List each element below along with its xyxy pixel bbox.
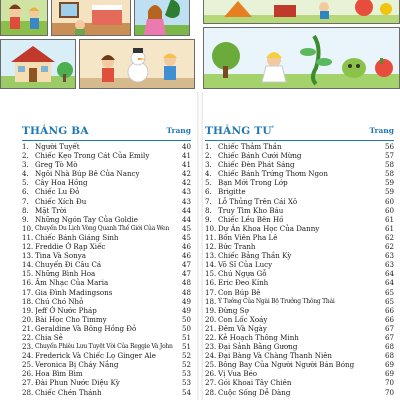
entry-number: 3. (205, 160, 212, 170)
entry-number: 23. (205, 342, 217, 352)
page-number: 67 (384, 332, 394, 342)
toc-entry[interactable] (22, 187, 191, 196)
story-title: Bài Học Cho Timmy (35, 314, 107, 324)
story-title: Chiếc Bảng Thần Kỳ (218, 251, 292, 261)
story-title: Gia Đình Madingsons (35, 287, 113, 297)
entry-number: 20. (205, 314, 217, 324)
page-number: 62 (384, 232, 394, 242)
toc-entry[interactable] (205, 242, 394, 251)
toc-entry[interactable] (22, 178, 191, 187)
toc-entry[interactable] (205, 378, 394, 387)
page-number: 50 (181, 323, 191, 333)
story-title: Người Tuyết (35, 142, 80, 151)
entry-number: 19. (205, 305, 217, 315)
story-title: Chuyến Du Lịch Vòng Quanh Thế Giới Của Wen (35, 224, 169, 232)
page-number: 53 (181, 378, 191, 388)
story-title: Jeff Ở Nước Pháp (35, 305, 97, 315)
entry-number: 15. (205, 269, 217, 279)
entry-number: 26. (205, 369, 217, 379)
entry-number: 16. (22, 278, 34, 288)
entry-number: 9. (205, 214, 212, 224)
story-title: Freddie Ở Rạp Xiếc (35, 242, 106, 252)
toc-entry[interactable] (22, 260, 191, 269)
storybook-scene-cottage-icon (0, 39, 76, 89)
toc-entry[interactable] (22, 288, 191, 297)
toc-entry[interactable] (205, 333, 394, 342)
story-title: Gói Khoai Tây Chiên (218, 378, 292, 388)
toc-list (22, 142, 191, 397)
page-number: 68 (384, 351, 394, 361)
toc-entry[interactable] (205, 224, 394, 233)
entry-number: 25. (205, 360, 217, 370)
story-title: Truy Tìm Kho Báu (218, 205, 284, 215)
story-title: Đêm Và Ngày (218, 323, 267, 333)
toc-entry[interactable] (22, 333, 191, 342)
story-title: Bốn Viên Pha Lê (218, 232, 278, 242)
page-number: 69 (384, 369, 394, 379)
page-number: 66 (384, 314, 394, 324)
entry-number: 12. (205, 242, 217, 252)
page-number: 64 (384, 278, 394, 288)
entry-number: 23. (22, 342, 34, 352)
toc-entry[interactable] (22, 324, 191, 333)
header-divider (22, 140, 191, 141)
toc-entry[interactable] (22, 306, 191, 315)
page-number: 59 (384, 178, 394, 188)
entry-number: 24. (22, 351, 34, 361)
toc-entry[interactable] (205, 251, 394, 260)
storybook-scene-camping-icon (203, 0, 400, 24)
entry-number: 27. (22, 378, 34, 388)
story-title: Bức Tranh (218, 242, 256, 252)
section-header (0, 125, 197, 139)
page-number: 45 (181, 232, 191, 242)
toc-entry[interactable] (22, 369, 191, 378)
entry-number: 10. (22, 223, 34, 233)
toc-column-march (0, 92, 197, 400)
page-number: 58 (384, 169, 394, 179)
page-number: 59 (384, 187, 394, 197)
toc-entry[interactable] (22, 215, 191, 224)
story-title: Con Lốc Xoáy (218, 314, 268, 324)
page-number: 61 (384, 223, 394, 233)
page-number: 48 (181, 287, 191, 297)
toc-entry[interactable] (205, 187, 394, 196)
page-number: 42 (181, 169, 191, 179)
section-header (203, 125, 400, 139)
toc-entry[interactable] (22, 169, 191, 178)
toc-entry[interactable] (22, 342, 191, 351)
page-number: 41 (181, 151, 191, 161)
toc-entry[interactable] (22, 242, 191, 251)
toc-entry[interactable] (205, 360, 394, 369)
entry-number: 14. (22, 260, 34, 270)
story-title: Đài Phun Nước Diệu Kỳ (35, 378, 120, 388)
toc-entry[interactable] (205, 369, 394, 378)
page-number: 70 (384, 378, 394, 388)
page-number: 65 (384, 296, 394, 306)
page-number: 47 (181, 269, 191, 279)
toc-entry[interactable] (205, 206, 394, 215)
toc-entry[interactable] (22, 388, 191, 397)
entry-number: 1. (22, 142, 29, 151)
entry-number: 8. (22, 205, 29, 215)
page-column-header: Trang (166, 126, 191, 135)
entry-number: 25. (22, 360, 34, 370)
entry-number: 11. (205, 232, 217, 242)
page-number: 47 (181, 260, 191, 270)
entry-number: 4. (22, 169, 29, 179)
entry-number: 1. (205, 142, 212, 151)
toc-entry[interactable] (22, 378, 191, 387)
entry-number: 12. (22, 242, 34, 252)
entry-number: 3. (22, 160, 29, 170)
entry-number: 4. (205, 169, 212, 179)
page-number: 40 (181, 142, 191, 151)
page-number: 44 (181, 205, 191, 215)
entry-number: 17. (205, 287, 217, 297)
toc-entry[interactable] (205, 269, 394, 278)
page-number: 66 (384, 305, 394, 315)
story-title: Bạn Mới Trong Lớp (218, 178, 288, 188)
story-title: Chia Sẻ (35, 332, 63, 342)
toc-entry[interactable] (205, 324, 394, 333)
story-title: Geraldine Và Bông Hồng Đỏ (35, 323, 137, 333)
story-title: Hoa Bìm Bìm (35, 369, 83, 379)
toc-entry[interactable] (205, 233, 394, 242)
story-title: Chiếc Kẹo Trong Cát Của Emily (35, 151, 150, 161)
page-number: 41 (181, 160, 191, 170)
entry-number: 22. (205, 332, 217, 342)
entry-number: 21. (205, 323, 217, 333)
page-number: 68 (384, 342, 394, 352)
page-number: 43 (181, 196, 191, 206)
entry-number: 13. (22, 251, 34, 261)
page-column-header: Trang (369, 126, 394, 135)
story-title: Cuộc Sống Dễ Dàng (218, 387, 291, 397)
storybook-scene-house-icon (51, 0, 131, 36)
story-title: Đại Sảnh Bằng Gương (218, 342, 298, 352)
story-title: Ý Tưởng Của Ngài Bộ Trưởng Thông Thái (218, 297, 335, 305)
toc-list (205, 142, 394, 397)
story-title: Veronica Bị Cháy Nắng (35, 360, 119, 370)
story-title: Cây Hoa Hồng (35, 178, 88, 188)
page-number: 49 (181, 296, 191, 306)
story-title: Đừng Sợ (218, 305, 249, 315)
story-title: Chuyến Phiêu Lưu Tuyệt Vời Của Reggie Và John (35, 343, 173, 351)
toc-entry[interactable] (205, 288, 394, 297)
entry-number: 27. (205, 378, 217, 388)
story-title: Chiếc Bánh Giáng Sinh (35, 232, 119, 242)
entry-number: 2. (205, 151, 212, 161)
toc-entry[interactable] (205, 215, 394, 224)
page-number: 48 (181, 278, 191, 288)
toc-entry[interactable] (205, 278, 394, 287)
entry-number: 6. (22, 187, 29, 197)
entry-number: 16. (205, 278, 217, 288)
story-title: Chiếc Lu Đỏ (35, 187, 80, 197)
toc-entry[interactable] (205, 297, 394, 306)
entry-number: 10. (205, 223, 217, 233)
story-title: Ngôi Nhà Búp Bê Của Nancy (35, 169, 140, 179)
entry-number: 22. (22, 332, 34, 342)
entry-number: 28. (22, 387, 34, 397)
story-title: Lỗ Thủng Trên Cái Xô (218, 196, 298, 206)
page-number: 65 (384, 287, 394, 297)
story-title: Mặt Trời (35, 205, 67, 215)
toc-entry[interactable] (22, 351, 191, 360)
page-number: 57 (384, 151, 394, 161)
toc-entry[interactable] (205, 306, 394, 315)
entry-number: 6. (205, 187, 212, 197)
page-number: 50 (181, 314, 191, 324)
story-title: Brigitte (218, 187, 246, 197)
story-title: Bông Bay Của Người Người Bán Bóng (218, 360, 355, 370)
page-number: 43 (181, 187, 191, 197)
entry-number: 28. (205, 387, 217, 397)
toc-entry[interactable] (22, 360, 191, 369)
story-title: Kẻ Hoạch Thông Minh (218, 332, 299, 342)
toc-entry[interactable] (205, 178, 394, 187)
page-number: 42 (181, 178, 191, 188)
entry-number: 21. (22, 323, 34, 333)
entry-number: 11. (22, 232, 34, 242)
toc-entry[interactable] (22, 278, 191, 287)
story-title: Eric Đeo Kính (218, 278, 269, 288)
header-divider (205, 140, 394, 141)
story-title: Chú Ngựa Gỗ (218, 269, 267, 279)
entry-number: 14. (205, 260, 217, 270)
toc-entry[interactable] (205, 315, 394, 324)
story-title: Những Ngón Tay Của Goldie (35, 214, 138, 224)
page-number: 62 (384, 242, 394, 252)
storybook-scene-kids-icon (0, 0, 48, 36)
page-number: 63 (384, 260, 394, 270)
entry-number: 5. (205, 178, 212, 188)
story-title: Những Bình Hoa (35, 269, 96, 279)
page-number: 52 (181, 351, 191, 361)
illustration-strip (0, 0, 400, 92)
storybook-scene-garden-icon (203, 27, 400, 89)
toc-entry[interactable] (22, 297, 191, 306)
toc-entry[interactable] (22, 142, 191, 151)
entry-number: 5. (22, 178, 29, 188)
story-title: Đại Bàng Và Chàng Thanh Niên (218, 351, 332, 361)
entry-number: 17. (22, 287, 34, 297)
story-title: Chiếc Thảm Thần (218, 142, 282, 151)
story-title: Chiếc Chén Thánh (35, 387, 102, 397)
page-number: 44 (181, 214, 191, 224)
page-number: 67 (384, 323, 394, 333)
storybook-scene-snowman-icon (79, 39, 195, 89)
story-title: Chiếc Bánh Trứng Thơm Ngon (218, 169, 328, 179)
page-number: 56 (384, 142, 394, 151)
page-number: 49 (181, 305, 191, 315)
story-title: Vị Vua Béo (218, 369, 258, 379)
toc-entry[interactable] (22, 160, 191, 169)
toc-entry[interactable] (22, 315, 191, 324)
toc-entry[interactable] (205, 342, 394, 351)
toc-entry[interactable] (205, 142, 394, 151)
entry-number: 15. (22, 269, 34, 279)
story-title: Tina Và Sonya (35, 251, 86, 261)
entry-number: 18. (22, 296, 34, 306)
toc-entry[interactable] (205, 160, 394, 169)
entry-number: 13. (205, 251, 217, 261)
page-number: 46 (181, 242, 191, 252)
page-number: 64 (384, 269, 394, 279)
story-title: Chiếc Lều Bên Hồ (218, 214, 284, 224)
entry-number: 20. (22, 314, 34, 324)
page-number: 53 (181, 369, 191, 379)
page-number: 69 (384, 360, 394, 370)
page-number: 61 (384, 214, 394, 224)
entry-number: 26. (22, 369, 34, 379)
entry-number: 7. (22, 196, 29, 206)
entry-number: 24. (205, 351, 217, 361)
toc-entry[interactable] (22, 269, 191, 278)
toc-entry[interactable] (205, 197, 394, 206)
story-title: Chiếc Đèn Phát Sáng (218, 160, 295, 170)
story-title: Âm Nhạc Của Maria (35, 278, 109, 288)
storybook-scene-girl-icon (134, 0, 190, 36)
toc-entry[interactable] (22, 206, 191, 215)
story-title: Con Búp Bê (218, 287, 261, 297)
page-number: 52 (181, 360, 191, 370)
story-title: Dự Án Khoa Học Của Danny (218, 223, 320, 233)
page-number: 54 (181, 387, 191, 397)
page-number: 60 (384, 196, 394, 206)
toc-entry[interactable] (22, 224, 191, 233)
toc-entry[interactable] (22, 151, 191, 160)
entry-number: 8. (205, 205, 212, 215)
toc-entry[interactable] (205, 388, 394, 397)
page-number: 60 (384, 205, 394, 215)
toc-entry[interactable] (22, 233, 191, 242)
entry-number: 7. (205, 196, 212, 206)
toc-column-april (203, 92, 400, 400)
page-number: 51 (181, 342, 191, 352)
story-title: Chiếc Xích Đu (35, 196, 87, 206)
page-number: 70 (384, 387, 394, 397)
story-title: Võ Sĩ Của Lucy (218, 260, 273, 270)
story-title: Chú Chó Nhỏ (35, 296, 84, 306)
entry-number: 18. (205, 296, 217, 306)
page-number: 46 (181, 251, 191, 261)
page-number: 51 (181, 332, 191, 342)
story-title: Chuyến Đi Câu Cá (35, 260, 102, 270)
page-number: 63 (384, 251, 394, 261)
toc-entry[interactable] (205, 151, 394, 160)
toc-entry[interactable] (205, 260, 394, 269)
month-title: THÁNG TƯ (205, 125, 272, 137)
page-number: 45 (181, 223, 191, 233)
toc-entry[interactable] (205, 169, 394, 178)
story-title: Chiếc Bánh Cưới Mừng (218, 151, 302, 161)
story-title: Greg Tò Mò (35, 160, 78, 170)
month-title: THÁNG BA (22, 125, 89, 137)
toc-entry[interactable] (22, 197, 191, 206)
story-title: Frederick Và Chiếc Lọ Ginger Ale (35, 351, 156, 361)
toc-entry[interactable] (22, 251, 191, 260)
toc-entry[interactable] (205, 351, 394, 360)
page-number: 58 (384, 160, 394, 170)
entry-number: 19. (22, 305, 34, 315)
entry-number: 2. (22, 151, 29, 161)
entry-number: 9. (22, 214, 29, 224)
